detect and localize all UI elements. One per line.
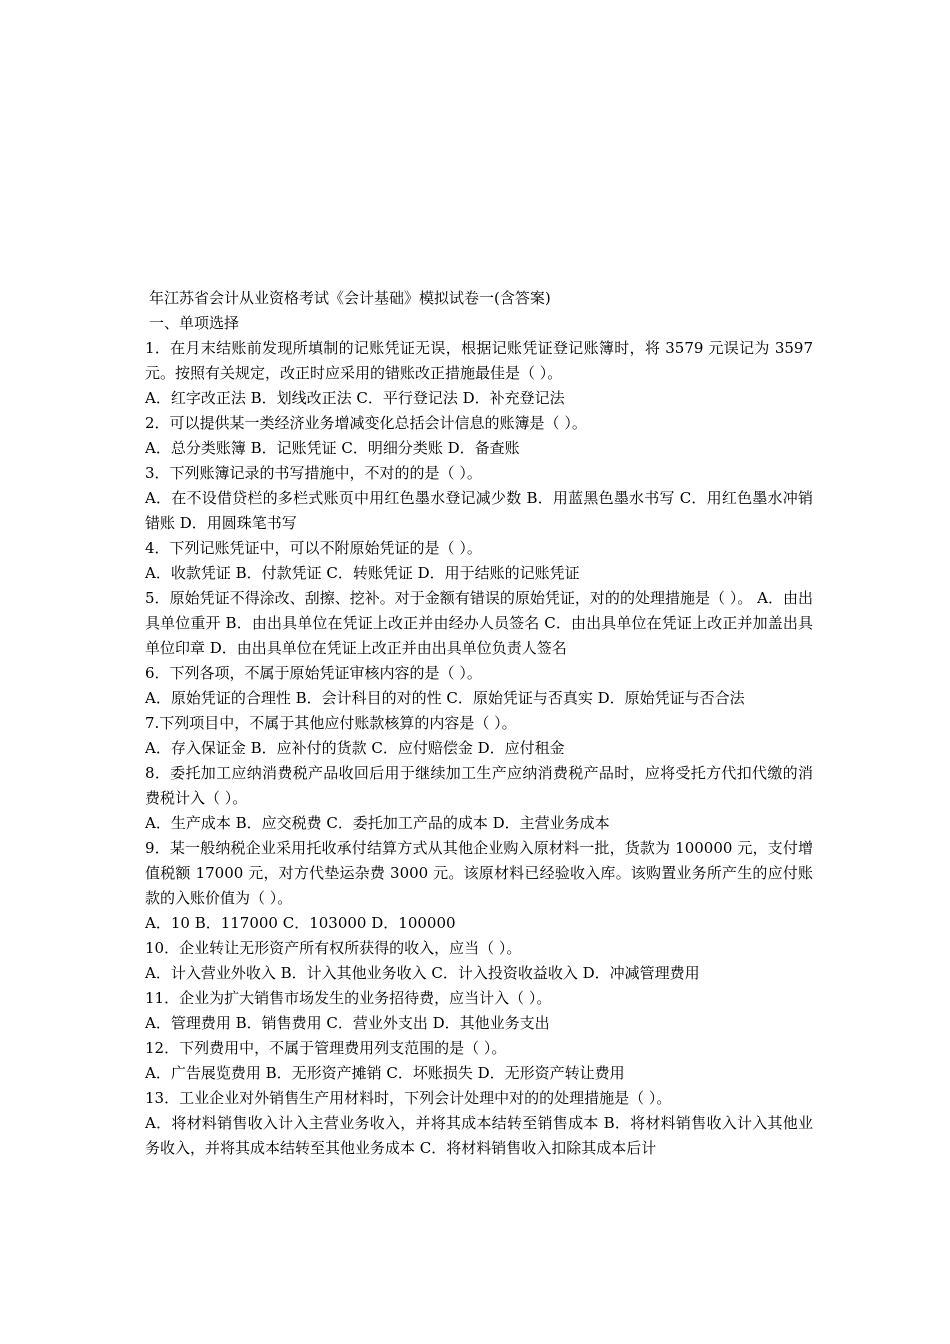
question-10: 10．企业转让无形资产所有权所获得的收入，应当（ ）。 bbox=[145, 939, 522, 957]
options-13: A．将材料销售收入计入主营业务收入，并将其成本结转至销售成本 B．将材料销售收入计入其他业务收入，并将其成本结转至其他业务成本 C．将材料销售收入扣除其成本后计 bbox=[145, 1114, 813, 1157]
question-1: 1．在月末结账前发现所填制的记账凭证无误，根据记账凭证登记账簿时，将 3579 元误记为 3597 元。按照有关规定，改正时应采用的错账改正措施最佳是（ ）。 bbox=[145, 339, 813, 382]
question-13: 13．工业企业对外销售生产用材料时，下列会计处理中对的的处理措施是（ ）。 bbox=[145, 1089, 672, 1107]
section-heading: 一、单项选择 bbox=[149, 314, 240, 332]
question-4: 4．下列记账凭证中，可以不附原始凭证的是（ ）。 bbox=[145, 539, 482, 557]
options-1: A．红字改正法 B．划线改正法 C．平行登记法 D．补充登记法 bbox=[145, 389, 565, 407]
question-5-with-options: 5．原始凭证不得涂改、刮擦、挖补。对于金额有错误的原始凭证，对的的处理措施是（ ）。 A．由出具单位重开 B．由出具单位在凭证上改正并由经办人员签名 C．由出具单位在凭证上改正并加盖出具单位印章 D．由出具单位在凭证上改正并由出具单位负责人签名 bbox=[145, 589, 813, 657]
options-2: A．总分类账簿 B．记账凭证 C．明细分类账 D．备查账 bbox=[145, 439, 520, 457]
options-6: A．原始凭证的合理性 B．会计科目的对的性 C．原始凭证与否真实 D．原始凭证与否合法 bbox=[145, 689, 745, 707]
options-11: A．管理费用 B．销售费用 C．营业外支出 D．其他业务支出 bbox=[145, 1014, 550, 1032]
question-3: 3．下列账簿记录的书写措施中，不对的的是（ ）。 bbox=[145, 464, 482, 482]
options-7: A．存入保证金 B．应补付的货款 C．应付赔偿金 D．应付租金 bbox=[145, 739, 565, 757]
options-9: A．10 B．117000 C．103000 D．100000 bbox=[145, 914, 456, 932]
question-7: 7.下列项目中，不属于其他应付账款核算的内容是（ ）。 bbox=[145, 714, 517, 732]
question-2: 2．可以提供某一类经济业务增减变化总括会计信息的账簿是（ ）。 bbox=[145, 414, 587, 432]
question-6: 6．下列各项，不属于原始凭证审核内容的是（ ）。 bbox=[145, 664, 482, 682]
question-8: 8．委托加工应纳消费税产品收回后用于继续加工生产应纳消费税产品时，应将受托方代扣代缴的消费税计入（ ）。 bbox=[145, 764, 813, 807]
options-3: A．在不设借贷栏的多栏式账页中用红色墨水登记减少数 B．用蓝黑色墨水书写 C．用红色墨水冲销错账 D．用圆珠笔书写 bbox=[145, 489, 813, 532]
options-4: A．收款凭证 B．付款凭证 C．转账凭证 D．用于结账的记账凭证 bbox=[145, 564, 580, 582]
question-12: 12．下列费用中，不属于管理费用列支范围的是（ ）。 bbox=[145, 1039, 507, 1057]
options-10: A．计入营业外收入 B．计入其他业务收入 C．计入投资收益收入 D．冲减管理费用 bbox=[145, 964, 700, 982]
options-12: A．广告展览费用 B．无形资产摊销 C．坏账损失 D．无形资产转让费用 bbox=[145, 1064, 625, 1082]
document-body bbox=[145, 286, 813, 1161]
options-8: A．生产成本 B．应交税费 C．委托加工产品的成本 D．主营业务成本 bbox=[145, 814, 610, 832]
question-9: 9．某一般纳税企业采用托收承付结算方式从其他企业购入原材料一批，货款为 100000 元，支付增值税额 17000 元，对方代垫运杂费 3000 元。该原材料已经验收入库。该购置业务所产生的应付账款的入账价值为（ ）。 bbox=[145, 839, 813, 907]
question-11: 11．企业为扩大销售市场发生的业务招待费，应当计入（ ）。 bbox=[145, 989, 552, 1007]
document-title: 年江苏省会计从业资格考试《会计基础》模拟试卷一(含答案) bbox=[149, 289, 551, 307]
